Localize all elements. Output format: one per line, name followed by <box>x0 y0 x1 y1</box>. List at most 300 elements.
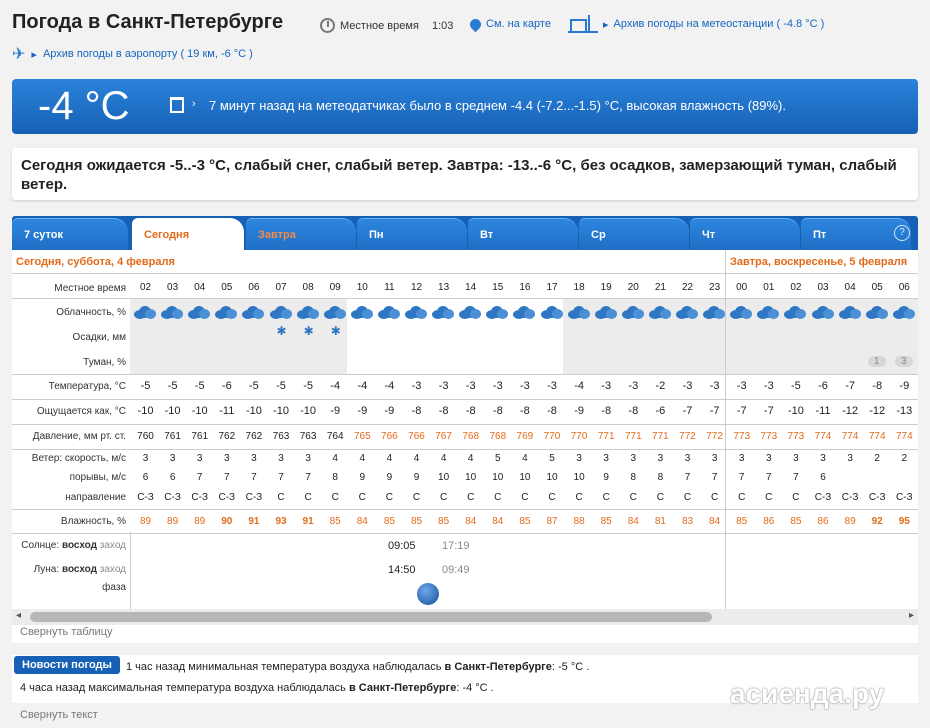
direction-cell: С <box>683 492 692 503</box>
forecast-summary: Сегодня ожидается -5..-3 °C, слабый снег, слабый ветер. Завтра: -13..-6 °C, без осадков, замерзающий туман, слабый ветер. <box>12 148 918 200</box>
wind-cell: 4 <box>467 453 474 464</box>
pressure-cell: 761 <box>191 431 209 442</box>
temp-cell: -3 <box>736 380 747 392</box>
temp-cell: -4 <box>384 380 395 392</box>
humidity-cell: 85 <box>790 516 802 527</box>
wind-cell: 5 <box>549 453 555 464</box>
hour-cell: 17 <box>546 282 558 293</box>
cloud-icon <box>757 306 779 319</box>
pressure-cell: 770 <box>543 431 561 442</box>
hour-cell: 16 <box>519 282 531 293</box>
gusts-cell: 6 <box>820 472 826 483</box>
gusts-cell: 10 <box>573 472 585 483</box>
humidity-cell: 92 <box>871 516 883 527</box>
hour-cell: 06 <box>898 282 910 293</box>
row-line <box>12 374 918 375</box>
airplane-icon: ✈ <box>12 46 26 63</box>
pressure-cell: 762 <box>218 431 236 442</box>
pressure-cell: 769 <box>516 431 534 442</box>
row-line <box>12 509 918 510</box>
gusts-cell: 10 <box>519 472 531 483</box>
gusts-cell: 10 <box>546 472 558 483</box>
temp-cell: -4 <box>574 380 584 392</box>
humidity-cell: 84 <box>356 516 368 527</box>
station-icon <box>568 15 598 33</box>
arrow-icon: › <box>192 98 196 110</box>
feels-cell: -10 <box>164 405 181 417</box>
pressure-cell: 763 <box>299 431 317 442</box>
feels-cell: -10 <box>191 405 208 417</box>
sunset-time: 17:19 <box>442 540 470 552</box>
hour-cell: 05 <box>871 282 883 293</box>
moon-prefix: Луна: <box>33 564 60 575</box>
wind-cell: 3 <box>657 453 664 464</box>
hour-cell: 10 <box>356 282 368 293</box>
building-icon <box>170 97 184 113</box>
gusts-cell: 9 <box>413 472 420 483</box>
wind-cell: 3 <box>251 453 257 464</box>
hour-cell: 14 <box>465 282 477 293</box>
wind-cell: 3 <box>847 453 853 464</box>
feels-cell: -11 <box>815 405 831 417</box>
hour-cell: 02 <box>139 282 152 293</box>
humidity-cell: 91 <box>302 516 314 527</box>
feels-cell: -8 <box>411 405 422 417</box>
horizontal-scrollbar[interactable] <box>12 609 918 625</box>
tab-fri[interactable]: Пт <box>801 218 911 250</box>
hour-cell: 12 <box>410 282 423 293</box>
humidity-cell: 85 <box>736 516 748 527</box>
temp-cell: -7 <box>845 380 855 392</box>
cloud-icon <box>351 306 373 319</box>
snow-icon: ✱ <box>330 324 341 338</box>
gusts-cell: 7 <box>278 472 284 483</box>
map-pin-icon <box>468 16 484 32</box>
cloud-icon <box>649 306 671 319</box>
tab-mon[interactable]: Пн <box>357 218 467 250</box>
cloud-icon <box>134 306 156 319</box>
pressure-cell: 774 <box>841 431 859 442</box>
cloud-icon <box>405 306 427 319</box>
day-header-tomorrow: Завтра, воскресенье, 5 февраля <box>730 256 908 268</box>
temp-cell: -8 <box>872 380 883 392</box>
watermark-logo: асиенда.ру <box>730 678 885 709</box>
pressure-cell: 772 <box>679 431 696 442</box>
pressure-cell: 768 <box>489 431 507 442</box>
current-weather-banner <box>12 79 918 134</box>
sensor-text: 7 минут назад на метеодатчиках было в среднем -4.4 (-7.2...-1.5) °C, высокая влажность (89%). <box>209 98 786 113</box>
wind-cell: 2 <box>901 453 908 464</box>
feels-cell: -11 <box>219 405 235 417</box>
hour-cell: 07 <box>275 282 287 293</box>
label-direction: направление <box>65 492 126 503</box>
cloud-icon <box>866 306 888 319</box>
humidity-cell: 86 <box>763 516 775 527</box>
label-temp: Температура, °C <box>48 381 126 392</box>
temp-cell: -3 <box>682 380 693 392</box>
humidity-cell: 95 <box>898 516 910 527</box>
cloud-icon <box>893 306 915 319</box>
sun-prefix: Солнце: <box>21 540 60 551</box>
temp-cell: -3 <box>438 380 449 392</box>
row-line <box>12 399 918 400</box>
cloud-icon <box>622 306 644 319</box>
temp-cell: -3 <box>520 380 530 392</box>
feels-cell: -12 <box>842 405 859 417</box>
cloud-icon <box>839 306 861 319</box>
day-header-today: Сегодня, суббота, 4 февраля <box>16 256 175 268</box>
humidity-cell: 89 <box>167 516 179 527</box>
wind-cell: 3 <box>630 453 637 464</box>
row-line <box>12 273 918 274</box>
local-time <box>320 18 453 33</box>
cloud-icon <box>432 306 454 319</box>
wind-cell: 4 <box>522 453 528 464</box>
pressure-cell: 763 <box>272 431 290 442</box>
pressure-cell: 774 <box>868 431 886 442</box>
row-line <box>12 449 918 450</box>
feels-cell: -9 <box>384 405 395 417</box>
feels-cell: -8 <box>628 405 639 417</box>
sunrise-time: 09:05 <box>388 540 416 552</box>
wind-cell: 3 <box>142 453 149 464</box>
hour-cell: 06 <box>248 282 260 293</box>
news-line-2 <box>20 682 494 694</box>
news1-value: : -5 °C . <box>551 661 590 673</box>
temp-cell: -3 <box>709 380 720 392</box>
feels-cell: -10 <box>245 405 262 417</box>
gusts-cell: 7 <box>766 472 772 483</box>
cloud-icon <box>541 306 563 319</box>
humidity-cell: 89 <box>844 516 856 527</box>
pressure-cell: 768 <box>462 431 480 442</box>
wind-cell: 3 <box>684 453 691 464</box>
direction-cell: С <box>521 492 529 503</box>
hour-cell: 15 <box>492 282 504 293</box>
tab-tomorrow[interactable]: Завтра <box>246 218 356 250</box>
label-sun <box>12 540 130 551</box>
label-clouds: Облачность, % <box>56 307 126 318</box>
news2-value: : -4 °C . <box>456 682 494 694</box>
wind-cell: 3 <box>820 453 826 464</box>
gusts-cell: 7 <box>305 472 311 483</box>
direction-cell: С <box>792 492 800 503</box>
pressure-cell: 771 <box>652 431 669 442</box>
feels-cell: -10 <box>300 405 317 417</box>
scroll-thumb[interactable] <box>30 612 712 622</box>
hour-cell: 13 <box>438 282 450 293</box>
hour-cell: 04 <box>844 282 856 293</box>
humidity-cell: 84 <box>492 516 504 527</box>
hour-cell: 01 <box>763 282 775 293</box>
hourly-table <box>12 250 918 643</box>
moon-phase-icon <box>417 583 439 605</box>
humidity-cell: 85 <box>438 516 450 527</box>
scroll-right-icon[interactable]: ▸ <box>908 610 914 621</box>
feels-cell: -8 <box>492 405 503 417</box>
snow-icon: ✱ <box>276 324 287 338</box>
feels-cell: -10 <box>787 405 804 417</box>
astro-divider <box>130 532 131 609</box>
temp-cell: -3 <box>411 380 422 392</box>
direction-cell: С <box>304 492 312 503</box>
cloud-icon <box>676 306 698 319</box>
humidity-cell: 85 <box>519 516 531 527</box>
airport-archive-wrap: ✈ ▸ Архив погоды в аэропорту ( 19 км, -6 °C ) <box>12 46 253 63</box>
wind-cell: 3 <box>603 453 609 464</box>
humidity-cell: 84 <box>627 516 639 527</box>
hour-cell: 02 <box>790 282 802 293</box>
pressure-cell: 766 <box>408 431 425 442</box>
humidity-cell: 81 <box>654 516 666 527</box>
map-link-wrap <box>470 18 551 30</box>
humidity-cell: 93 <box>275 516 287 527</box>
news-badge[interactable]: Новости погоды <box>14 656 120 674</box>
direction-cell: С <box>765 492 773 503</box>
humidity-cell: 84 <box>709 516 721 527</box>
wind-cell: 2 <box>874 453 880 464</box>
sun-set-label: заход <box>99 540 126 551</box>
local-time-label: Местное время <box>340 19 419 32</box>
humidity-cell: 85 <box>383 516 395 527</box>
label-moon <box>12 564 130 575</box>
gusts-cell: 9 <box>359 472 366 483</box>
cloud-icon <box>730 306 752 319</box>
hour-cell: 20 <box>627 282 639 293</box>
cloud-icon <box>568 306 590 319</box>
temp-cell: -3 <box>601 380 612 392</box>
cloud-icon <box>459 306 481 319</box>
direction-cell: С <box>467 492 475 503</box>
temp-cell: -5 <box>140 380 151 392</box>
pressure-cell: 761 <box>164 431 181 442</box>
humidity-cell: 90 <box>221 516 233 527</box>
cloud-icon <box>378 306 400 319</box>
wind-cell: 3 <box>738 453 745 464</box>
wind-cell: 3 <box>224 453 230 464</box>
wind-cell: 4 <box>440 453 447 464</box>
cloud-icon <box>242 306 264 319</box>
temp-cell: -5 <box>249 380 259 392</box>
wind-cell: 4 <box>413 453 420 464</box>
label-gusts: порывы, м/с <box>69 472 126 483</box>
direction-cell: С <box>439 492 448 503</box>
gusts-cell: 6 <box>142 472 149 483</box>
cloud-icon <box>595 306 617 319</box>
cloud-icon <box>703 306 725 319</box>
cloud-icon <box>812 306 834 319</box>
temp-cell: -5 <box>276 380 286 392</box>
temp-cell: -3 <box>628 380 639 392</box>
cloud-icon <box>270 306 292 319</box>
feels-cell: -10 <box>273 405 289 417</box>
hour-cell: 08 <box>302 282 314 293</box>
current-temp: -4 °C <box>38 84 130 128</box>
direction-cell: С-З <box>218 492 236 503</box>
row-line <box>12 298 918 299</box>
cloud-icon <box>486 306 508 319</box>
news2-city: в Санкт-Петербурге <box>348 682 457 694</box>
help-icon[interactable]: ? <box>894 225 910 241</box>
gusts-cell: 10 <box>465 472 477 483</box>
wind-cell: 3 <box>169 453 176 464</box>
wind-cell: 4 <box>332 453 338 464</box>
pressure-cell: 771 <box>597 431 615 442</box>
tab-tue[interactable]: Вт <box>468 218 578 250</box>
hour-cell: 22 <box>681 282 694 293</box>
pressure-cell: 773 <box>760 431 778 442</box>
pressure-cell: 760 <box>137 431 154 442</box>
feels-cell: -8 <box>465 405 476 417</box>
label-wind: Ветер: скорость, м/с <box>31 453 126 464</box>
tab-wed[interactable]: Ср <box>579 218 689 250</box>
temp-cell: -5 <box>167 380 178 392</box>
hour-cell: 00 <box>736 282 748 293</box>
sun-rise-label: восход <box>61 540 97 551</box>
fog-icon: 3 <box>895 356 913 367</box>
feels-cell: -13 <box>896 405 913 417</box>
wind-cell: 3 <box>196 453 203 464</box>
tab-7days[interactable]: 7 суток <box>12 218 128 250</box>
scroll-left-icon[interactable]: ◂ <box>16 610 22 621</box>
temp-cell: -6 <box>818 380 828 392</box>
wind-cell: 3 <box>793 453 799 464</box>
temp-cell: -5 <box>194 380 205 392</box>
label-feels: Ощущается как, °C <box>36 406 126 417</box>
hour-cell: 05 <box>221 282 233 293</box>
clock-icon <box>320 18 335 33</box>
collapse-text-link[interactable]: Свернуть текст <box>20 709 98 721</box>
pressure-cell: 767 <box>435 431 452 442</box>
gusts-cell: 7 <box>196 472 203 483</box>
humidity-cell: 86 <box>817 516 829 527</box>
feels-cell: -9 <box>574 405 584 417</box>
moon-set-label: заход <box>99 564 126 575</box>
pressure-cell: 773 <box>733 431 751 442</box>
moonset-time: 09:49 <box>442 564 470 576</box>
temp-cell: -3 <box>763 380 774 392</box>
gusts-cell: 7 <box>793 472 799 483</box>
cloud-icon <box>297 306 319 319</box>
pressure-cell: 770 <box>570 431 588 442</box>
humidity-cell: 85 <box>410 516 423 527</box>
pressure-cell: 772 <box>706 431 723 442</box>
map-link[interactable]: См. на карте <box>486 18 551 30</box>
gusts-cell: 8 <box>332 472 338 483</box>
tab-thu[interactable]: Чт <box>690 218 800 250</box>
pressure-cell: 774 <box>895 431 913 442</box>
humidity-cell: 88 <box>573 516 585 527</box>
gusts-cell: 7 <box>738 472 745 483</box>
gusts-cell: 6 <box>169 472 176 483</box>
feels-cell: -10 <box>137 405 154 417</box>
direction-cell: С <box>277 492 285 503</box>
humidity-cell: 87 <box>546 516 558 527</box>
pressure-cell: 766 <box>381 431 398 442</box>
label-humidity: Влажность, % <box>60 516 126 527</box>
collapse-table-link[interactable]: Свернуть таблицу <box>20 626 113 638</box>
temp-cell: -3 <box>492 380 503 392</box>
feels-cell: -8 <box>438 405 449 417</box>
gusts-cell: 7 <box>224 472 230 483</box>
wind-cell: 3 <box>576 453 582 464</box>
gusts-cell: 8 <box>657 472 664 483</box>
station-archive-link[interactable]: Архив погоды на метеостанции ( -4.8 °C ) <box>613 18 825 30</box>
temp-cell: -2 <box>655 380 666 392</box>
direction-cell: С <box>331 492 339 503</box>
tab-today[interactable]: Сегодня <box>132 218 244 250</box>
feels-cell: -8 <box>547 405 557 417</box>
direction-cell: С <box>575 492 583 503</box>
temp-cell: -4 <box>357 380 368 392</box>
direction-cell: С-З <box>841 492 859 503</box>
hour-cell: 04 <box>194 282 206 293</box>
label-precip: Осадки, мм <box>72 332 126 343</box>
humidity-cell: 83 <box>681 516 694 527</box>
page-title: Погода в Санкт-Петербурге <box>12 11 284 33</box>
cloud-icon <box>215 306 237 319</box>
gusts-cell: 10 <box>438 472 450 483</box>
direction-cell: С <box>710 492 719 503</box>
direction-cell: С-З <box>191 492 208 503</box>
feels-cell: -6 <box>655 405 666 417</box>
hour-cell: 09 <box>329 282 341 293</box>
row-line <box>12 533 918 534</box>
tab-bar <box>12 216 918 250</box>
label-pressure: Давление, мм рт. ст. <box>32 431 126 442</box>
gusts-cell: 8 <box>630 472 637 483</box>
pressure-cell: 764 <box>326 431 344 442</box>
direction-cell: С-З <box>814 492 832 503</box>
news-line-1 <box>126 661 589 673</box>
day-divider <box>725 250 726 609</box>
row-line <box>12 424 918 425</box>
gusts-cell: 7 <box>684 472 691 483</box>
hour-cell: 18 <box>573 282 585 293</box>
airport-archive-link[interactable]: Архив погоды в аэропорту ( 19 км, -6 °C ) <box>42 48 253 60</box>
humidity-cell: 89 <box>194 516 206 527</box>
gusts-cell: 9 <box>603 472 609 483</box>
gusts-cell: 10 <box>492 472 504 483</box>
direction-cell: С <box>602 492 610 503</box>
temp-cell: -9 <box>899 380 910 392</box>
moonrise-time: 14:50 <box>388 564 416 576</box>
news2-text: 4 часа назад максимальная температура воздуха наблюдалась <box>20 682 346 694</box>
direction-cell: С-З <box>245 492 263 503</box>
cloud-icon <box>324 306 346 319</box>
wind-cell: 3 <box>766 453 772 464</box>
direction-cell: С-З <box>868 492 886 503</box>
temp-cell: -3 <box>465 380 476 392</box>
direction-cell: С <box>412 492 421 503</box>
feels-cell: -8 <box>520 405 530 417</box>
hour-cell: 21 <box>654 282 666 293</box>
wind-cell: 5 <box>495 453 501 464</box>
feels-cell: -8 <box>601 405 612 417</box>
temp-cell: -5 <box>791 380 801 392</box>
feels-cell: -9 <box>330 405 341 417</box>
feels-cell: -9 <box>357 405 368 417</box>
wind-cell: 3 <box>278 453 284 464</box>
hour-cell: 19 <box>600 282 612 293</box>
news1-city: в Санкт-Петербурге <box>444 661 552 673</box>
direction-cell: С-З <box>896 492 913 503</box>
gusts-cell: 7 <box>711 472 718 483</box>
label-time: Местное время <box>54 283 126 294</box>
humidity-cell: 91 <box>248 516 260 527</box>
wind-cell: 4 <box>359 453 366 464</box>
fog-icon: 1 <box>868 356 886 367</box>
